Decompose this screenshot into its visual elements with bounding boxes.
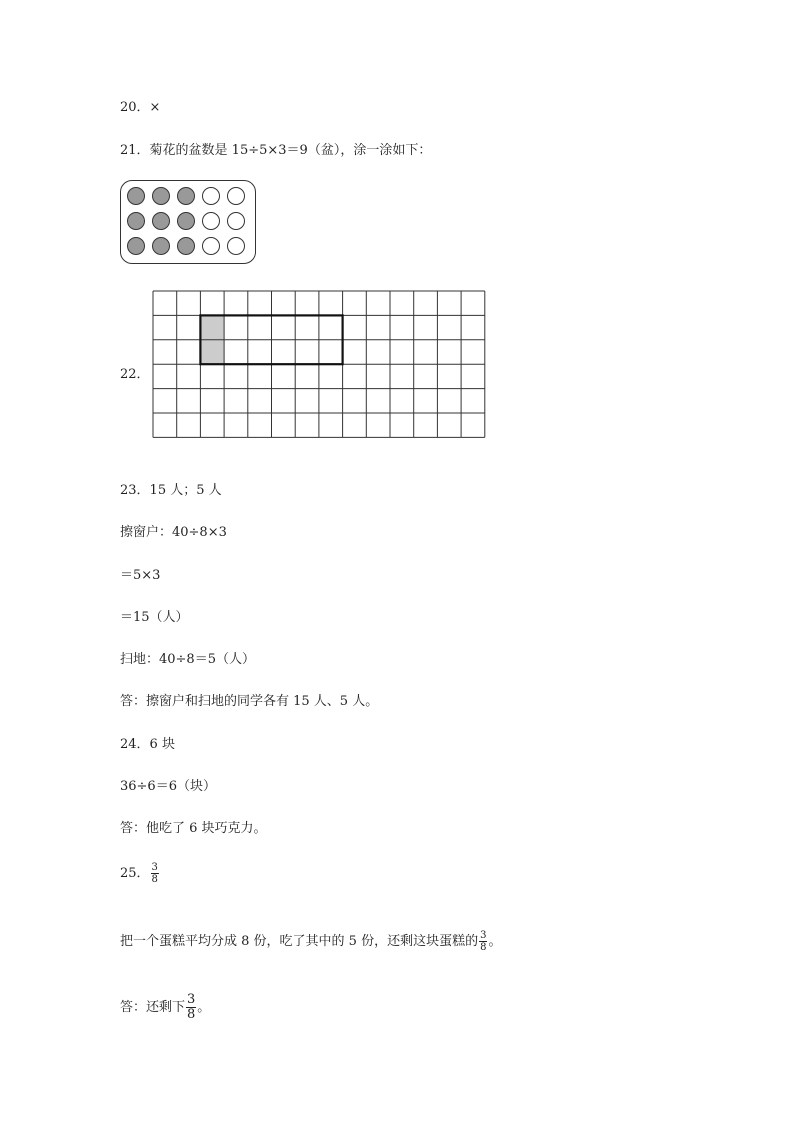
fraction-numerator: 3 (187, 992, 196, 1007)
q23-answer-sentence: 答：擦窗户和扫地的同学各有 15 人、5 人。 (120, 694, 379, 709)
q25-answer-sentence (120, 993, 210, 1022)
flower-pot-tray (120, 180, 256, 264)
q20-answer: × (149, 100, 161, 115)
q23-answer: 23．15 人；5 人 (120, 483, 222, 498)
q25-explanation-fraction (479, 930, 487, 953)
q25-answer-text: 答：还剩下 (120, 1000, 186, 1015)
fraction-numerator: 3 (480, 930, 487, 941)
q20 (120, 99, 160, 117)
empty-circle (227, 237, 245, 255)
q24-answer-sentence: 答：他吃了 6 块巧克力。 (120, 821, 267, 836)
q23-line3: ＝15（人） (120, 610, 189, 625)
filled-circle (177, 237, 195, 255)
q25-explanation-end: 。 (488, 934, 502, 949)
q25-explanation (120, 930, 501, 953)
q24-line1: 36÷6＝6（块） (120, 779, 216, 794)
q22-label: 22． (120, 367, 150, 382)
q23-line4: 扫地：40÷8＝5（人） (120, 652, 255, 667)
q25-explanation-text: 把一个蛋糕平均分成 8 份，吃了其中的 5 份，还剩这块蛋糕的 (120, 934, 479, 949)
q25-fraction (151, 862, 159, 885)
q23-line1: 擦窗户：40÷8×3 (120, 525, 227, 540)
q25-answer-end: 。 (197, 1000, 211, 1015)
filled-circle (152, 237, 170, 255)
filled-circle (152, 212, 170, 230)
shaded-cell (200, 340, 224, 364)
empty-circle (202, 212, 220, 230)
q24-answer: 24．6 块 (120, 737, 175, 752)
filled-circle (127, 212, 145, 230)
q25-number: 25． (120, 866, 150, 881)
q25-answer-fraction (186, 993, 196, 1022)
q22-grid (152, 290, 488, 440)
q21-text: 21．菊花的盆数是 15÷5×3＝9（盆），涂一涂如下： (120, 143, 432, 158)
fraction-denominator: 8 (187, 1007, 196, 1022)
empty-circle (202, 237, 220, 255)
empty-circle (202, 187, 220, 205)
q25-answer (120, 862, 160, 885)
fraction-denominator: 8 (480, 942, 487, 953)
filled-circle (152, 187, 170, 205)
fraction-numerator: 3 (151, 862, 158, 873)
q23-line2: ＝5×3 (120, 568, 161, 583)
filled-circle (127, 237, 145, 255)
q20-number: 20． (120, 100, 150, 115)
empty-circle (227, 187, 245, 205)
filled-circle (127, 187, 145, 205)
filled-circle (177, 212, 195, 230)
filled-circle (177, 187, 195, 205)
shaded-cell (200, 315, 224, 339)
fraction-denominator: 8 (151, 874, 158, 885)
empty-circle (227, 212, 245, 230)
